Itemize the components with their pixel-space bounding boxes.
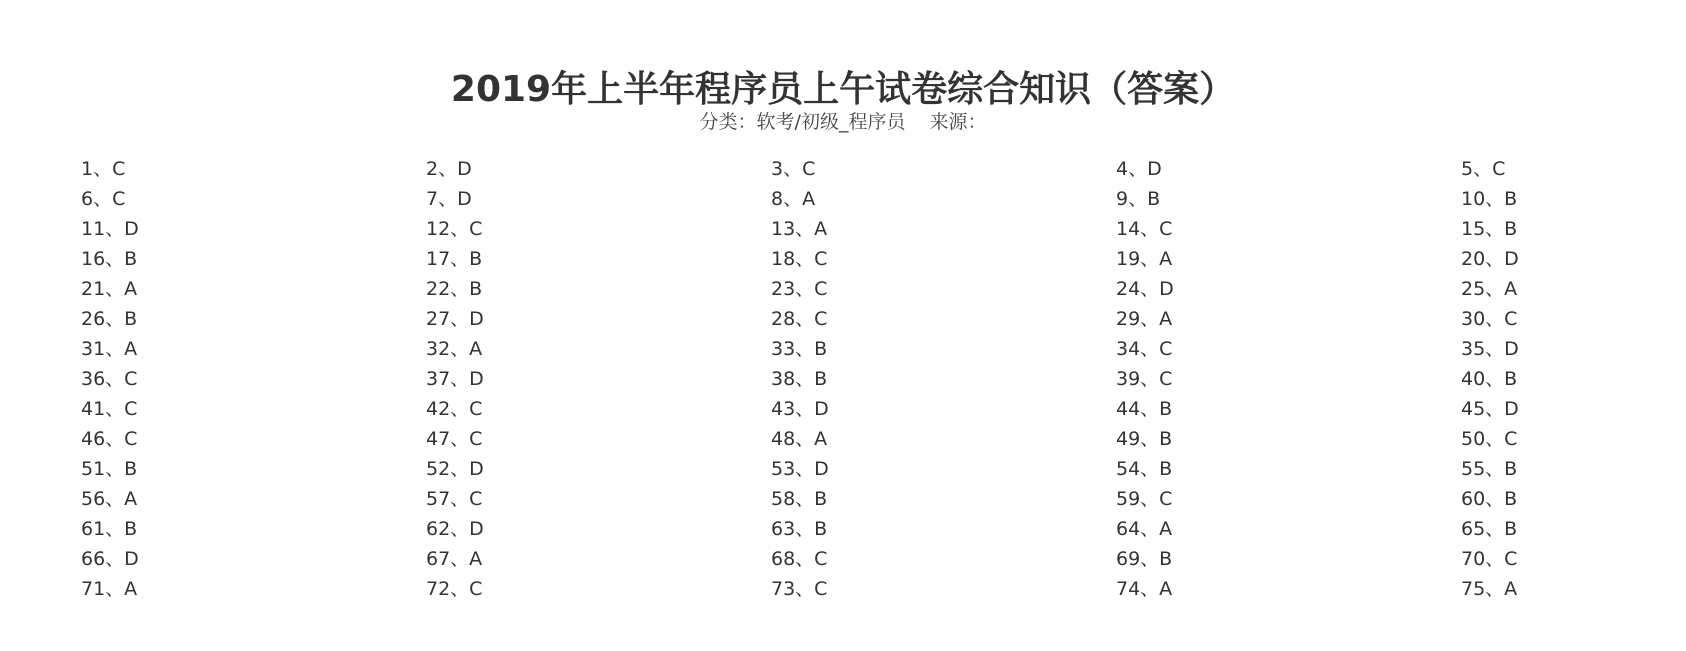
answer-row: [81, 454, 1561, 484]
answer-row: [81, 184, 1561, 214]
answer-item: 42、C: [426, 398, 483, 420]
answer-item: 59、C: [1116, 488, 1173, 510]
answer-item: 16、B: [81, 248, 138, 270]
answer-row: [81, 364, 1561, 394]
answer-item: 64、A: [1116, 518, 1173, 540]
answer-item: 65、B: [1461, 518, 1518, 540]
answer-item: 71、A: [81, 578, 138, 600]
answer-item: 62、D: [426, 518, 484, 540]
answer-row: [81, 244, 1561, 274]
answer-item: 72、C: [426, 578, 483, 600]
answer-item: 55、B: [1461, 458, 1518, 480]
answer-item: 69、B: [1116, 548, 1173, 570]
answer-item: 3、C: [771, 158, 816, 180]
answer-item: 74、A: [1116, 578, 1173, 600]
answer-item: 51、B: [81, 458, 138, 480]
answer-item: 19、A: [1116, 248, 1173, 270]
answer-item: 46、C: [81, 428, 138, 450]
answer-item: 14、C: [1116, 218, 1173, 240]
answer-grid: [81, 154, 1561, 604]
answer-row: [81, 214, 1561, 244]
answer-item: 7、D: [426, 188, 472, 210]
answer-item: 75、A: [1461, 578, 1518, 600]
answer-item: 58、B: [771, 488, 828, 510]
answer-row: [81, 394, 1561, 424]
answer-item: 10、B: [1461, 188, 1518, 210]
answer-item: 44、B: [1116, 398, 1173, 420]
answer-item: 18、C: [771, 248, 828, 270]
answer-item: 25、A: [1461, 278, 1518, 300]
answer-item: 26、B: [81, 308, 138, 330]
page-title: 2019年上半年程序员上午试卷综合知识（答案）: [450, 69, 1236, 111]
answer-item: 63、B: [771, 518, 828, 540]
answer-item: 32、A: [426, 338, 483, 360]
answer-item: 13、A: [771, 218, 828, 240]
answer-item: 27、D: [426, 308, 484, 330]
answer-row: [81, 334, 1561, 364]
answer-item: 15、B: [1461, 218, 1518, 240]
answer-item: 6、C: [81, 188, 126, 210]
answer-item: 73、C: [771, 578, 828, 600]
answer-item: 45、D: [1461, 398, 1519, 420]
answer-row: [81, 544, 1561, 574]
answer-row: [81, 484, 1561, 514]
answer-item: 43、D: [771, 398, 829, 420]
answer-item: 61、B: [81, 518, 138, 540]
answer-item: 56、A: [81, 488, 138, 510]
answer-item: 2、D: [426, 158, 472, 180]
answer-item: 48、A: [771, 428, 828, 450]
answer-item: 31、A: [81, 338, 138, 360]
category-label: 分类：: [699, 111, 757, 133]
answer-row: [81, 574, 1561, 604]
answer-row: [81, 424, 1561, 454]
answer-item: 34、C: [1116, 338, 1173, 360]
answer-item: 53、D: [771, 458, 829, 480]
meta-line: [0, 109, 1686, 135]
answer-item: 66、D: [81, 548, 139, 570]
answer-row: [81, 514, 1561, 544]
answer-item: 50、C: [1461, 428, 1518, 450]
answer-item: 54、B: [1116, 458, 1173, 480]
category-value: 软考/初级_程序员: [756, 111, 906, 133]
answer-item: 8、A: [771, 188, 816, 210]
answer-item: 29、A: [1116, 308, 1173, 330]
answer-item: 70、C: [1461, 548, 1518, 570]
answer-item: 12、C: [426, 218, 483, 240]
answer-item: 68、C: [771, 548, 828, 570]
answer-item: 28、C: [771, 308, 828, 330]
answer-item: 17、B: [426, 248, 483, 270]
answer-item: 21、A: [81, 278, 138, 300]
answer-row: [81, 304, 1561, 334]
answer-item: 60、B: [1461, 488, 1518, 510]
answer-item: 36、C: [81, 368, 138, 390]
answer-item: 5、C: [1461, 158, 1506, 180]
answer-item: 40、B: [1461, 368, 1518, 390]
answer-item: 35、D: [1461, 338, 1519, 360]
answer-item: 24、D: [1116, 278, 1174, 300]
answer-item: 52、D: [426, 458, 484, 480]
answer-item: 37、D: [426, 368, 484, 390]
answer-item: 39、C: [1116, 368, 1173, 390]
answer-item: 49、B: [1116, 428, 1173, 450]
answer-item: 4、D: [1116, 158, 1162, 180]
answer-item: 1、C: [81, 158, 126, 180]
answer-row: [81, 154, 1561, 184]
answer-item: 22、B: [426, 278, 483, 300]
answer-row: [81, 274, 1561, 304]
answer-item: 38、B: [771, 368, 828, 390]
answer-item: 47、C: [426, 428, 483, 450]
answer-item: 67、A: [426, 548, 483, 570]
answer-item: 20、D: [1461, 248, 1519, 270]
answer-item: 30、C: [1461, 308, 1518, 330]
answer-item: 33、B: [771, 338, 828, 360]
source-label: 来源：: [929, 111, 987, 133]
answer-item: 11、D: [81, 218, 139, 240]
answer-item: 23、C: [771, 278, 828, 300]
answer-item: 57、C: [426, 488, 483, 510]
answer-item: 41、C: [81, 398, 138, 420]
answer-item: 9、B: [1116, 188, 1161, 210]
